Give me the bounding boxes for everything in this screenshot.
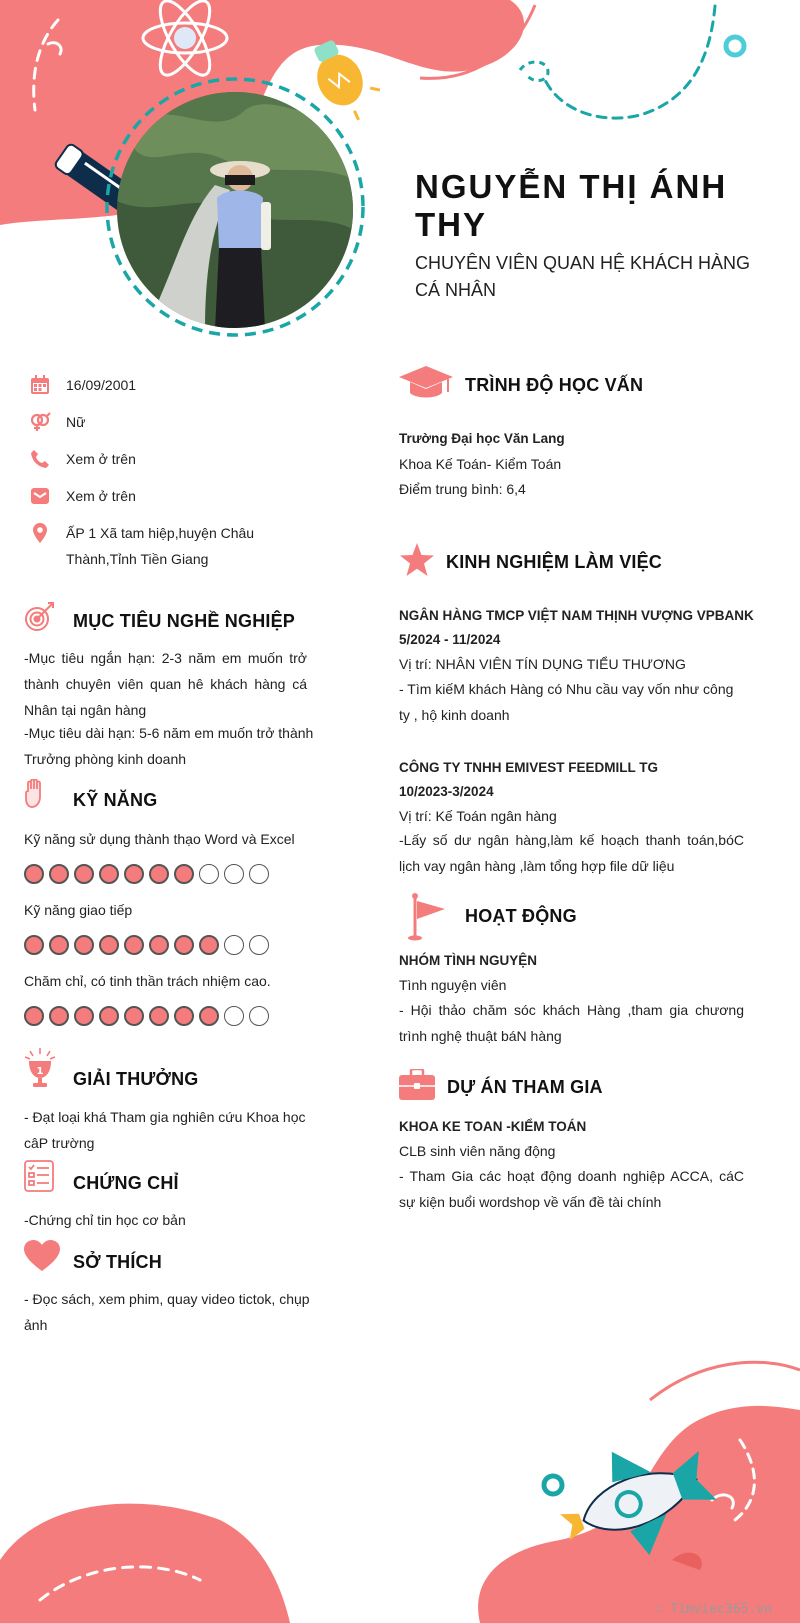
job-2-description: -Lấy số dư ngân hàng,làm kế hoạch thanh toán,bóC lịch vay ngân hàng ,làm tổng hợp file dữ liệu	[399, 832, 744, 874]
skill-2-name: Kỹ năng giao tiếp	[24, 902, 133, 918]
rating-dot-empty	[224, 864, 244, 884]
svg-text:1: 1	[36, 1066, 44, 1077]
rating-dot-empty	[224, 935, 244, 955]
job-1-position: Vị trí: NHÂN VIÊN TÍN DỤNG TIỂU THƯƠNG	[399, 656, 686, 672]
project-name: KHOA KE TOAN -KIỂM TOÁN	[399, 1119, 587, 1134]
skill-1-name: Kỹ năng sử dụng thành thạo Word và Excel	[24, 831, 295, 847]
certificate-list-icon	[24, 1160, 54, 1197]
calendar-icon	[28, 373, 52, 397]
rating-dot-filled	[199, 1006, 219, 1026]
rating-dot-empty	[199, 864, 219, 884]
hobbies-title: SỞ THÍCH	[73, 1252, 162, 1272]
job-2-period: 10/2023-3/2024	[399, 784, 494, 799]
rating-dot-filled	[124, 1006, 144, 1026]
job-2-company: CÔNG TY TNHH EMIVEST FEEDMILL TG	[399, 760, 659, 775]
gender-value: Nữ	[66, 414, 86, 430]
rating-dot-filled	[149, 1006, 169, 1026]
info-phone	[28, 446, 328, 472]
awards-text: - Đạt loại khá Tham gia nghiên cứu Khoa học câP trường	[24, 1109, 306, 1151]
rating-dot-filled	[74, 1006, 94, 1026]
objective-long-term: -Mục tiêu dài hạn: 5-6 năm em muốn trở thành Trưởng phòng kinh doanh	[24, 725, 314, 767]
rating-dot-filled	[74, 935, 94, 955]
watermark: ∴ Timviec365.vn	[654, 1602, 772, 1617]
profile-photo	[115, 90, 355, 330]
candidate-name: NGUYỄN THỊ ÁNH THY	[415, 168, 728, 243]
email-icon	[28, 484, 52, 508]
briefcase-icon	[399, 1069, 435, 1106]
rating-dot-filled	[149, 864, 169, 884]
job-2-position: Vị trí: Kế Toán ngân hàng	[399, 808, 557, 824]
project-role: CLB sinh viên năng động	[399, 1143, 556, 1159]
skill-3-rating	[24, 1006, 269, 1026]
certificates-text: -Chứng chỉ tin học cơ bản	[24, 1212, 186, 1228]
trophy-icon	[24, 1048, 56, 1095]
rating-dot-filled	[124, 935, 144, 955]
rating-dot-empty	[249, 864, 269, 884]
graduation-cap-icon	[399, 366, 453, 405]
job-1-description: - Tìm kiếM khách Hàng có Nhu cầu vay vốn như công ty , hộ kinh doanh	[399, 681, 734, 723]
rating-dot-empty	[224, 1006, 244, 1026]
rating-dot-filled	[24, 935, 44, 955]
projects-title: DỰ ÁN THAM GIA	[447, 1077, 603, 1097]
rating-dot-filled	[49, 1006, 69, 1026]
objective-short-term: -Mục tiêu ngắn hạn: 2-3 năm em muốn trở thành chuyên viên quan hê khách hàng cá Nhân tại ngân hàng	[24, 650, 307, 718]
activities-description: - Hội thảo chăm sóc khách Hàng ,tham gia chương trình nghệ thuật báN hàng	[399, 1002, 744, 1044]
rating-dot-filled	[149, 935, 169, 955]
address-value: ẤP 1 Xã tam hiệp,huyện Châu Thành,Tỉnh Tiền Giang	[66, 525, 255, 567]
rating-dot-filled	[49, 864, 69, 884]
gender-icon	[28, 410, 52, 434]
rating-dot-filled	[99, 1006, 119, 1026]
education-faculty: Khoa Kế Toán- Kiểm Toán	[399, 456, 562, 472]
birthday-value: 16/09/2001	[66, 377, 137, 393]
hobbies-text: - Đọc sách, xem phim, quay video tictok, chụp ảnh	[24, 1291, 310, 1333]
info-birthday	[28, 372, 328, 398]
hand-icon	[24, 779, 46, 814]
education-school: Trường Đại học Văn Lang	[399, 431, 565, 446]
target-icon	[24, 600, 58, 637]
email-value: Xem ở trên	[66, 488, 136, 504]
certificates-title: CHỨNG CHỈ	[73, 1173, 179, 1193]
heart-icon	[24, 1240, 60, 1277]
info-address	[28, 520, 288, 572]
rating-dot-filled	[49, 935, 69, 955]
activities-role: Tình nguyện viên	[399, 977, 507, 993]
rating-dot-filled	[124, 864, 144, 884]
rating-dot-empty	[249, 935, 269, 955]
skill-2-rating	[24, 935, 269, 955]
rating-dot-filled	[174, 864, 194, 884]
phone-value: Xem ở trên	[66, 451, 136, 467]
flag-icon	[407, 893, 447, 946]
skills-title: KỸ NĂNG	[73, 790, 158, 810]
awards-title: GIẢI THƯỞNG	[73, 1069, 199, 1089]
job-1-company: NGÂN HÀNG TMCP VIỆT NAM THỊNH VƯỢNG VPBANK	[399, 608, 754, 623]
skill-1-rating	[24, 864, 269, 884]
activities-title: HOẠT ĐỘNG	[465, 906, 577, 926]
rating-dot-empty	[249, 1006, 269, 1026]
info-email	[28, 483, 328, 509]
education-title: TRÌNH ĐỘ HỌC VẤN	[465, 375, 644, 395]
job-1-period: 5/2024 - 11/2024	[399, 632, 501, 647]
star-icon	[399, 543, 435, 582]
rating-dot-filled	[99, 935, 119, 955]
candidate-role: CHUYÊN VIÊN QUAN HỆ KHÁCH HÀNG CÁ NHÂN	[415, 253, 751, 300]
location-pin-icon	[28, 521, 52, 545]
phone-icon	[28, 447, 52, 471]
rating-dot-filled	[24, 864, 44, 884]
rating-dot-filled	[174, 1006, 194, 1026]
education-gpa: Điểm trung bình: 6,4	[399, 481, 526, 497]
rating-dot-filled	[74, 864, 94, 884]
rating-dot-filled	[199, 935, 219, 955]
experience-title: KINH NGHIỆM LÀM VIỆC	[446, 552, 663, 572]
objective-title: MỤC TIÊU NGHỀ NGHIỆP	[73, 611, 296, 631]
info-gender	[28, 409, 328, 435]
rating-dot-filled	[99, 864, 119, 884]
project-description: - Tham Gia các hoạt động doanh nghiệp ACCA, cáC sự kiện buổi wordshop về vấn đề tài chính	[399, 1168, 744, 1210]
rating-dot-filled	[174, 935, 194, 955]
skill-3-name: Chăm chỉ, có tinh thần trách nhiệm cao.	[24, 973, 271, 989]
rating-dot-filled	[24, 1006, 44, 1026]
activities-org: NHÓM TÌNH NGUYỆN	[399, 953, 537, 968]
